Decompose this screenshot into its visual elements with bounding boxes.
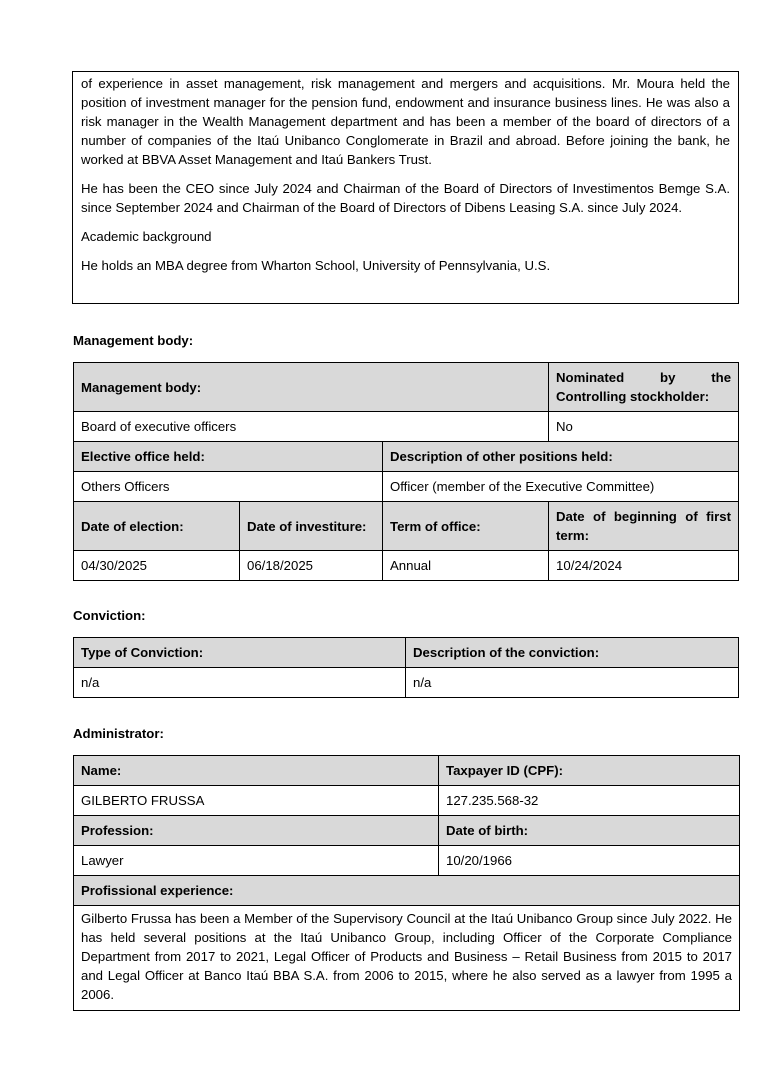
bio-paragraph: He holds an MBA degree from Wharton School, University of Pennsylvania, U.S. <box>81 258 551 273</box>
administrator-heading: Administrator: <box>73 726 164 741</box>
management-table <box>73 362 739 581</box>
conviction-description-value: n/a <box>406 668 739 698</box>
management-body-value: Board of executive officers <box>74 412 549 442</box>
conviction-type-header: Type of Conviction: <box>74 638 406 668</box>
elective-office-value: Others Officers <box>74 472 383 502</box>
experience-header: Profissional experience: <box>74 876 740 906</box>
birth-date-header: Date of birth: <box>439 816 740 846</box>
bio-subheading: Academic background <box>81 229 212 244</box>
election-date-header: Date of election: <box>74 502 240 551</box>
nominated-header: Nominated by the Controlling stockholder: <box>549 363 739 412</box>
birth-date-value: 10/20/1966 <box>439 846 740 876</box>
other-positions-value: Officer (member of the Executive Committee) <box>383 472 739 502</box>
first-term-header: Date of beginning of first term: <box>549 502 739 551</box>
management-heading: Management body: <box>73 333 194 348</box>
first-term-value: 10/24/2024 <box>549 551 739 581</box>
elective-office-header: Elective office held: <box>74 442 383 472</box>
cpf-header: Taxpayer ID (CPF): <box>439 756 740 786</box>
term-value: Annual <box>383 551 549 581</box>
administrator-table <box>73 755 740 1011</box>
name-value: GILBERTO FRUSSA <box>74 786 439 816</box>
term-header: Term of office: <box>383 502 549 551</box>
bio-paragraph: He has been the CEO since July 2024 and Chairman of the Board of Directors of Investimentos Bemge S.A. since September 2024 and Chairman of the Board of Directors of Dibens Leasing S.A. since July 2024. <box>81 181 730 215</box>
election-date-value: 04/30/2025 <box>74 551 240 581</box>
biography-box <box>72 71 739 304</box>
investiture-date-header: Date of investiture: <box>240 502 383 551</box>
conviction-heading: Conviction: <box>73 608 146 623</box>
name-header: Name: <box>74 756 439 786</box>
conviction-table <box>73 637 739 698</box>
experience-value: Gilberto Frussa has been a Member of the Supervisory Council at the Itaú Unibanco Group since July 2022. He has held several positions at the Itaú Unibanco Group, including Officer of the Corporate Compliance Department from 2017 to 2021, Legal Officer of Products and Business – Retail Business from 2015 to 2017 and Legal Officer at Banco Itaú BBA S.A. from 2006 to 2015, where he also served as a lawyer from 1995 a 2006. <box>74 906 740 1011</box>
profession-value: Lawyer <box>74 846 439 876</box>
profession-header: Profession: <box>74 816 439 846</box>
conviction-type-value: n/a <box>74 668 406 698</box>
other-positions-header: Description of other positions held: <box>383 442 739 472</box>
investiture-date-value: 06/18/2025 <box>240 551 383 581</box>
nominated-value: No <box>549 412 739 442</box>
conviction-description-header: Description of the conviction: <box>406 638 739 668</box>
cpf-value: 127.235.568-32 <box>439 786 740 816</box>
management-body-header: Management body: <box>74 363 549 412</box>
bio-paragraph: of experience in asset management, risk management and mergers and acquisitions. Mr. Moura held the position of investment manager for the pension fund, endowment and insurance business lines. He was also a risk manager in the Wealth Management department and has been a member of the board of directors of a number of companies of the Itaú Unibanco Conglomerate in Brazil and abroad. Before joining the bank, he worked at BBVA Asset Management and Itaú Bankers Trust. <box>81 76 730 167</box>
